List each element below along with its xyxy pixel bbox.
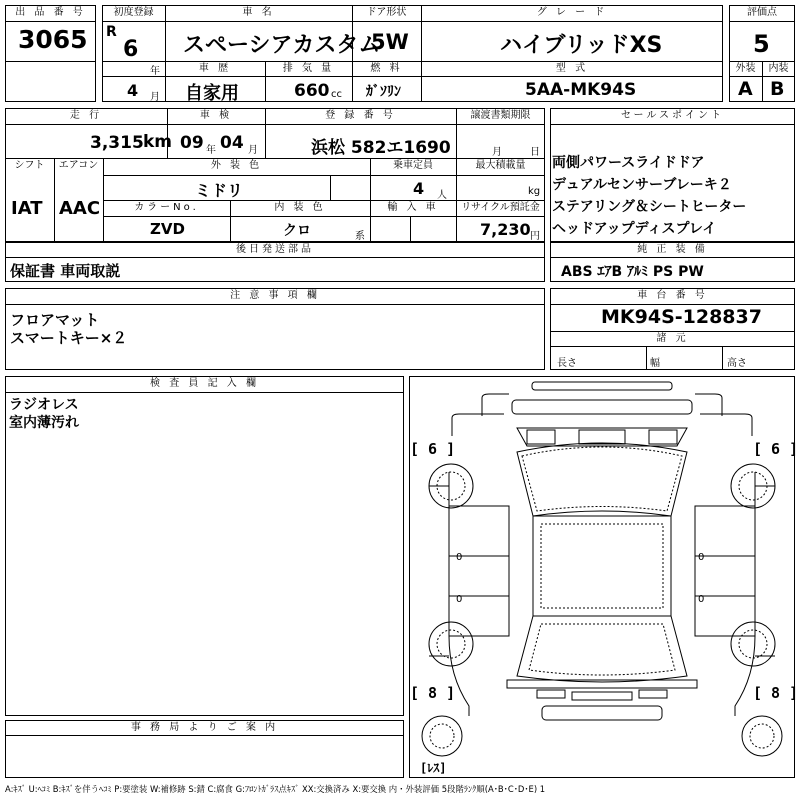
inspector-label: 検 査 員 記 入 欄 <box>150 378 259 389</box>
door-value: 5W <box>371 30 409 54</box>
displacement-value: 660 <box>294 81 330 101</box>
inspection-label: 車 検 <box>199 110 233 121</box>
inspector-line: 室内薄汚れ <box>9 415 79 431</box>
inspection-month-unit: 月 <box>248 145 258 156</box>
sales-point-line: デュアルセンサーブレーキ２ <box>552 177 732 193</box>
transfer-month-unit: 月 <box>492 147 502 158</box>
chassis-number: MK94S-128837 <box>601 306 762 328</box>
exterior-label: 外装 <box>735 63 756 74</box>
equipment-value: ABS ｴｱB ｱﾙﾐ PS PW <box>561 264 704 280</box>
later-parts-label: 後日発送部品 <box>236 244 314 255</box>
mileage-label: 走 行 <box>69 110 103 121</box>
later-parts-value: 保証書 車両取説 <box>10 262 121 280</box>
zero-marker: 0 <box>698 552 705 563</box>
interior-grade: B <box>770 78 785 100</box>
ext-color-label: 外 装 色 <box>210 160 263 171</box>
lot-label: 出 品 番 号 <box>15 7 86 18</box>
displacement-label: 排 気 量 <box>282 63 335 74</box>
inspection-year-unit: 年 <box>206 145 216 156</box>
load-unit: kg <box>528 186 541 197</box>
shift-value: IAT <box>11 198 43 219</box>
aircon-value: AAC <box>59 198 101 219</box>
shift-label: シフト <box>14 160 45 171</box>
door-label: ドア形状 <box>366 7 407 18</box>
first-reg-year: 6 <box>123 37 139 62</box>
recycle-label: リサイクル預託金 <box>461 202 540 213</box>
month-unit: 月 <box>150 92 160 103</box>
reg-value: 浜松 582エ1690 <box>311 138 451 158</box>
inspection-month: 04 <box>220 133 244 153</box>
width-label: 幅 <box>650 358 660 369</box>
first-reg-month: 4 <box>127 81 139 100</box>
tire-front-right: [ 6 ] <box>753 440 799 458</box>
model-value: 5AA-MK94S <box>525 80 637 100</box>
displacement-unit: cc <box>331 89 342 100</box>
sales-point-line: 両側パワースライドドア <box>552 155 705 171</box>
zero-marker: 0 <box>698 594 705 605</box>
notes-label: 注 意 事 項 欄 <box>230 290 320 301</box>
height-label: 高さ <box>727 358 747 369</box>
capacity-value: 4 <box>413 179 425 198</box>
recycle-unit: 円 <box>530 231 540 242</box>
tire-front-left: [ 6 ] <box>410 440 456 458</box>
year-unit: 年 <box>150 66 160 77</box>
car-diagram <box>409 376 795 778</box>
tire-rear-right: [ 8 ] <box>753 684 799 702</box>
int-color-unit: 系 <box>355 231 365 242</box>
model-label: 型 式 <box>555 63 589 74</box>
grade-label: グ レ ー ド <box>536 7 608 18</box>
ext-color-value: ミドリ <box>195 181 244 200</box>
inspection-year: 09 <box>180 133 204 153</box>
int-color-value: クロ <box>283 223 311 239</box>
recycle-value: 7,230 <box>480 220 531 239</box>
mileage-value: 3,315 <box>90 133 144 153</box>
first-reg-label: 初度登録 <box>113 7 154 18</box>
capacity-unit: 人 <box>437 190 447 201</box>
transfer-label: 譲渡書類期限 <box>470 110 531 121</box>
transfer-day-unit: 日 <box>530 147 540 158</box>
car-name: スペーシアカスタム <box>183 33 381 58</box>
car-name-label: 車 名 <box>242 7 275 18</box>
fuel-label: 燃 料 <box>370 63 403 74</box>
tire-rear-left: [ 8 ] <box>410 684 456 702</box>
chassis-label: 車 台 番 号 <box>637 290 708 301</box>
fuel-value: ｶﾞｿﾘﾝ <box>366 84 401 100</box>
color-no-label: カラーNo. <box>134 202 199 213</box>
interior-label: 内装 <box>768 63 789 74</box>
reg-label: 登 録 番 号 <box>325 110 396 121</box>
grade-value: ハイブリッドXS <box>500 33 663 58</box>
history-label: 車 歴 <box>198 63 232 74</box>
sales-point-line: ステアリング＆シートヒーター <box>552 199 747 215</box>
era: R <box>106 24 117 40</box>
exterior-grade: A <box>738 78 753 100</box>
color-no-value: ZVD <box>150 220 185 238</box>
inspector-line: ラジオレス <box>9 397 79 413</box>
sales-point-line: ヘッドアップディスプレイ <box>552 221 717 237</box>
score-label: 評価点 <box>747 7 777 18</box>
notes-line: フロアマット <box>10 311 100 329</box>
office-label: 事 務 局 よ り ご 案 内 <box>130 722 279 733</box>
legend: A:ｷｽﾞ U:ﾍｺﾐ B:ｷｽﾞを伴うﾍｺﾐ P:要塗装 W:補修跡 S:錆 C:腐食 G:ﾌﾛﾝﾄｶﾞﾗｽ点ｷｽﾞ XX:交換済み X:要交換 内・外装評価 5段階ﾗﾝｸ順(A･B･C･D･E) 1 <box>5 784 546 794</box>
length-label: 長さ <box>557 358 577 369</box>
load-label: 最大積載量 <box>475 160 526 171</box>
dims-label: 諸 元 <box>656 333 689 344</box>
lot-number: 3065 <box>18 25 88 54</box>
equipment-label: 純 正 装 備 <box>637 244 708 255</box>
int-color-label: 内 装 色 <box>274 202 326 213</box>
zero-marker: 0 <box>456 552 463 563</box>
capacity-label: 乗車定員 <box>393 160 433 171</box>
zero-marker: 0 <box>456 594 463 605</box>
mileage-unit: km <box>143 132 173 152</box>
import-label: 輸 入 車 <box>387 202 439 213</box>
notes-line: スマートキー×２ <box>10 329 128 347</box>
aircon-label: エアコン <box>58 160 99 171</box>
spare-tire-label: [ﾚｽ] <box>420 761 447 775</box>
score-value: 5 <box>753 30 770 58</box>
sales-points-label: セールスポイント <box>620 110 725 121</box>
history-value: 自家用 <box>185 83 239 104</box>
